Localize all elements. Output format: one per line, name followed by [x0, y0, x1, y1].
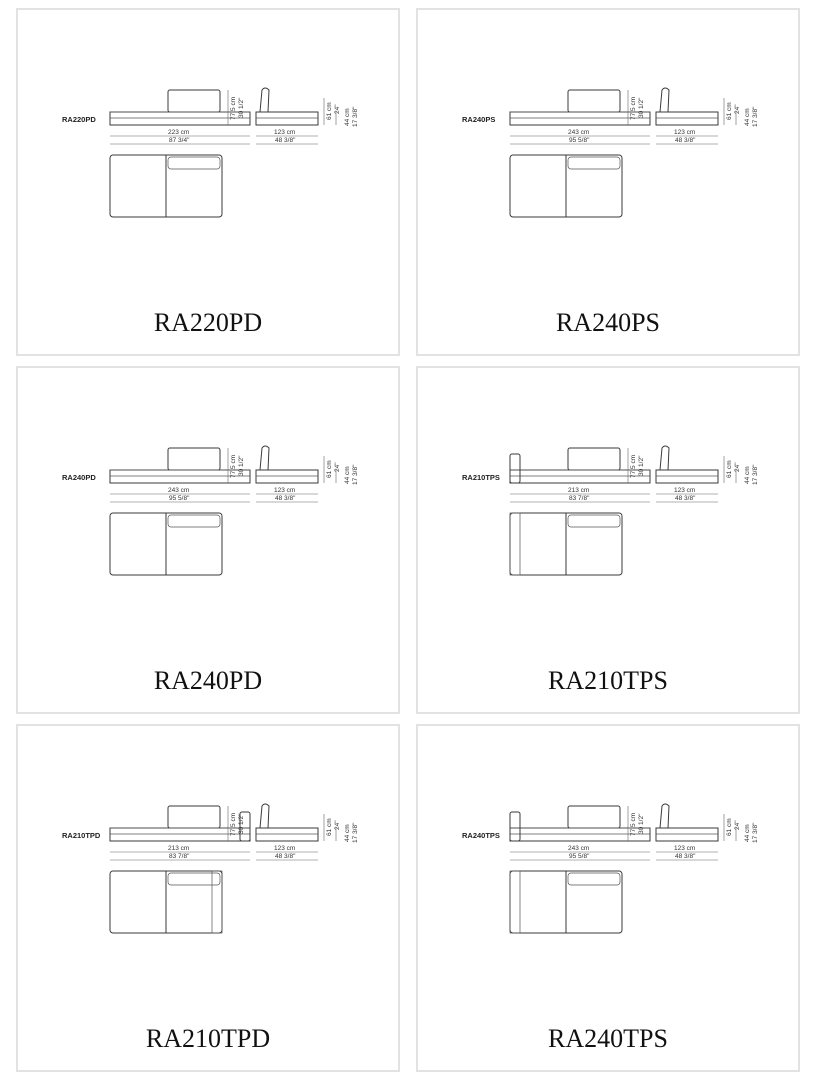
depth-cm-text: 123 cm: [274, 487, 296, 494]
side-view: [256, 88, 318, 125]
height-cm-text: 77,5 cm: [630, 454, 637, 478]
height-in-text: 30 1/2": [638, 813, 645, 834]
front-view: [110, 806, 250, 841]
arm-height-in-text: 17 3/8": [352, 106, 359, 127]
width-in-text: 95 5/8": [569, 137, 590, 144]
seat-height-cm-text: 61 cm: [726, 102, 733, 120]
width-cm-text: 223 cm: [168, 129, 190, 136]
module-code-label: RA210TPS: [462, 473, 500, 482]
height-cm-text: 77,5 cm: [230, 454, 237, 478]
front-view: [110, 90, 250, 125]
technical-drawing: [18, 726, 398, 1070]
dimension-lines: [510, 448, 736, 502]
arm-height-cm-text: 44 cm: [344, 466, 351, 484]
module-card-ra240pd: [16, 366, 400, 714]
width-cm-text: 243 cm: [568, 129, 590, 136]
module-card-ra210tpd: [16, 724, 400, 1072]
height-cm-text: 77,5 cm: [630, 812, 637, 836]
height-in-text: 30 1/2": [238, 455, 245, 476]
module-code-label: RA220PD: [62, 115, 96, 124]
width-cm-text: 243 cm: [168, 487, 190, 494]
module-card-ra210tps: [416, 366, 800, 714]
dimension-lines: [510, 90, 736, 144]
seat-height-cm-text: 61 cm: [326, 818, 333, 836]
depth-cm-text: 123 cm: [274, 129, 296, 136]
depth-in-text: 48 3/8": [675, 495, 696, 502]
plan-view: [110, 513, 222, 575]
seat-height-in-text: 24": [334, 462, 341, 472]
technical-drawing: [418, 10, 798, 354]
depth-cm-text: 123 cm: [674, 487, 696, 494]
module-title: RA220PD: [153, 308, 263, 337]
height-in-text: 30 1/2": [238, 813, 245, 834]
height-in-text: 30 1/2": [238, 97, 245, 118]
arm-height-in-text: 17 3/8": [352, 822, 359, 843]
front-view: [110, 448, 250, 483]
seat-height-cm-text: 61 cm: [726, 818, 733, 836]
plan-view: [110, 871, 222, 933]
module-card-ra240ps: [416, 8, 800, 356]
front-view: [510, 806, 650, 841]
front-view: [510, 448, 650, 483]
plan-view: [510, 871, 622, 933]
height-in-text: 30 1/2": [638, 455, 645, 476]
seat-height-in-text: 24": [734, 462, 741, 472]
width-cm-text: 243 cm: [568, 845, 590, 852]
module-title: RA210TPS: [548, 666, 668, 695]
depth-in-text: 48 3/8": [675, 853, 696, 860]
module-title: RA240PS: [555, 308, 661, 337]
seat-height-in-text: 24": [334, 820, 341, 830]
module-title: RA210TPD: [145, 1024, 271, 1053]
arm-height-in-text: 17 3/8": [752, 106, 759, 127]
arm-height-cm-text: 44 cm: [744, 108, 751, 126]
width-cm-text: 213 cm: [568, 487, 590, 494]
width-in-text: 83 7/8": [569, 495, 590, 502]
seat-height-in-text: 24": [334, 104, 341, 114]
depth-in-text: 48 3/8": [675, 137, 696, 144]
arm-height-cm-text: 44 cm: [344, 108, 351, 126]
side-view: [656, 88, 718, 125]
height-cm-text: 77,5 cm: [230, 812, 237, 836]
module-card-ra240tps: [416, 724, 800, 1072]
front-view: [510, 90, 650, 125]
plan-view: [510, 155, 622, 217]
arm-height-in-text: 17 3/8": [752, 822, 759, 843]
plan-view: [510, 513, 622, 575]
seat-height-in-text: 24": [734, 104, 741, 114]
arm-height-cm-text: 44 cm: [344, 824, 351, 842]
module-title: RA240PD: [153, 666, 263, 695]
side-view: [256, 446, 318, 483]
width-in-text: 95 5/8": [569, 853, 590, 860]
module-card-ra220pd: [16, 8, 400, 356]
dimension-lines: [110, 90, 336, 144]
width-in-text: 87 3/4": [169, 137, 190, 144]
seat-height-cm-text: 61 cm: [326, 102, 333, 120]
arm-height-in-text: 17 3/8": [352, 464, 359, 485]
seat-height-cm-text: 61 cm: [326, 460, 333, 478]
dimension-lines: [110, 806, 336, 860]
technical-drawing: [18, 368, 398, 712]
height-in-text: 30 1/2": [638, 97, 645, 118]
module-code-label: RA210TPD: [62, 831, 101, 840]
module-title: RA240TPS: [548, 1024, 668, 1053]
module-code-label: RA240PS: [462, 115, 496, 124]
depth-in-text: 48 3/8": [275, 495, 296, 502]
seat-height-cm-text: 61 cm: [726, 460, 733, 478]
seat-height-in-text: 24": [734, 820, 741, 830]
width-in-text: 95 5/8": [169, 495, 190, 502]
module-code-label: RA240TPS: [462, 831, 500, 840]
side-view: [656, 804, 718, 841]
side-view: [256, 804, 318, 841]
width-in-text: 83 7/8": [169, 853, 190, 860]
depth-in-text: 48 3/8": [275, 853, 296, 860]
module-code-label: RA240PD: [62, 473, 96, 482]
depth-cm-text: 123 cm: [674, 129, 696, 136]
plan-view: [110, 155, 222, 217]
depth-cm-text: 123 cm: [274, 845, 296, 852]
technical-drawing: [18, 10, 398, 354]
depth-in-text: 48 3/8": [275, 137, 296, 144]
height-cm-text: 77,5 cm: [230, 96, 237, 120]
arm-height-in-text: 17 3/8": [752, 464, 759, 485]
width-cm-text: 213 cm: [168, 845, 190, 852]
arm-height-cm-text: 44 cm: [744, 466, 751, 484]
height-cm-text: 77,5 cm: [630, 96, 637, 120]
dimension-lines: [510, 806, 736, 860]
depth-cm-text: 123 cm: [674, 845, 696, 852]
technical-drawing: [418, 726, 798, 1070]
side-view: [656, 446, 718, 483]
dimension-lines: [110, 448, 336, 502]
technical-drawing: [418, 368, 798, 712]
arm-height-cm-text: 44 cm: [744, 824, 751, 842]
